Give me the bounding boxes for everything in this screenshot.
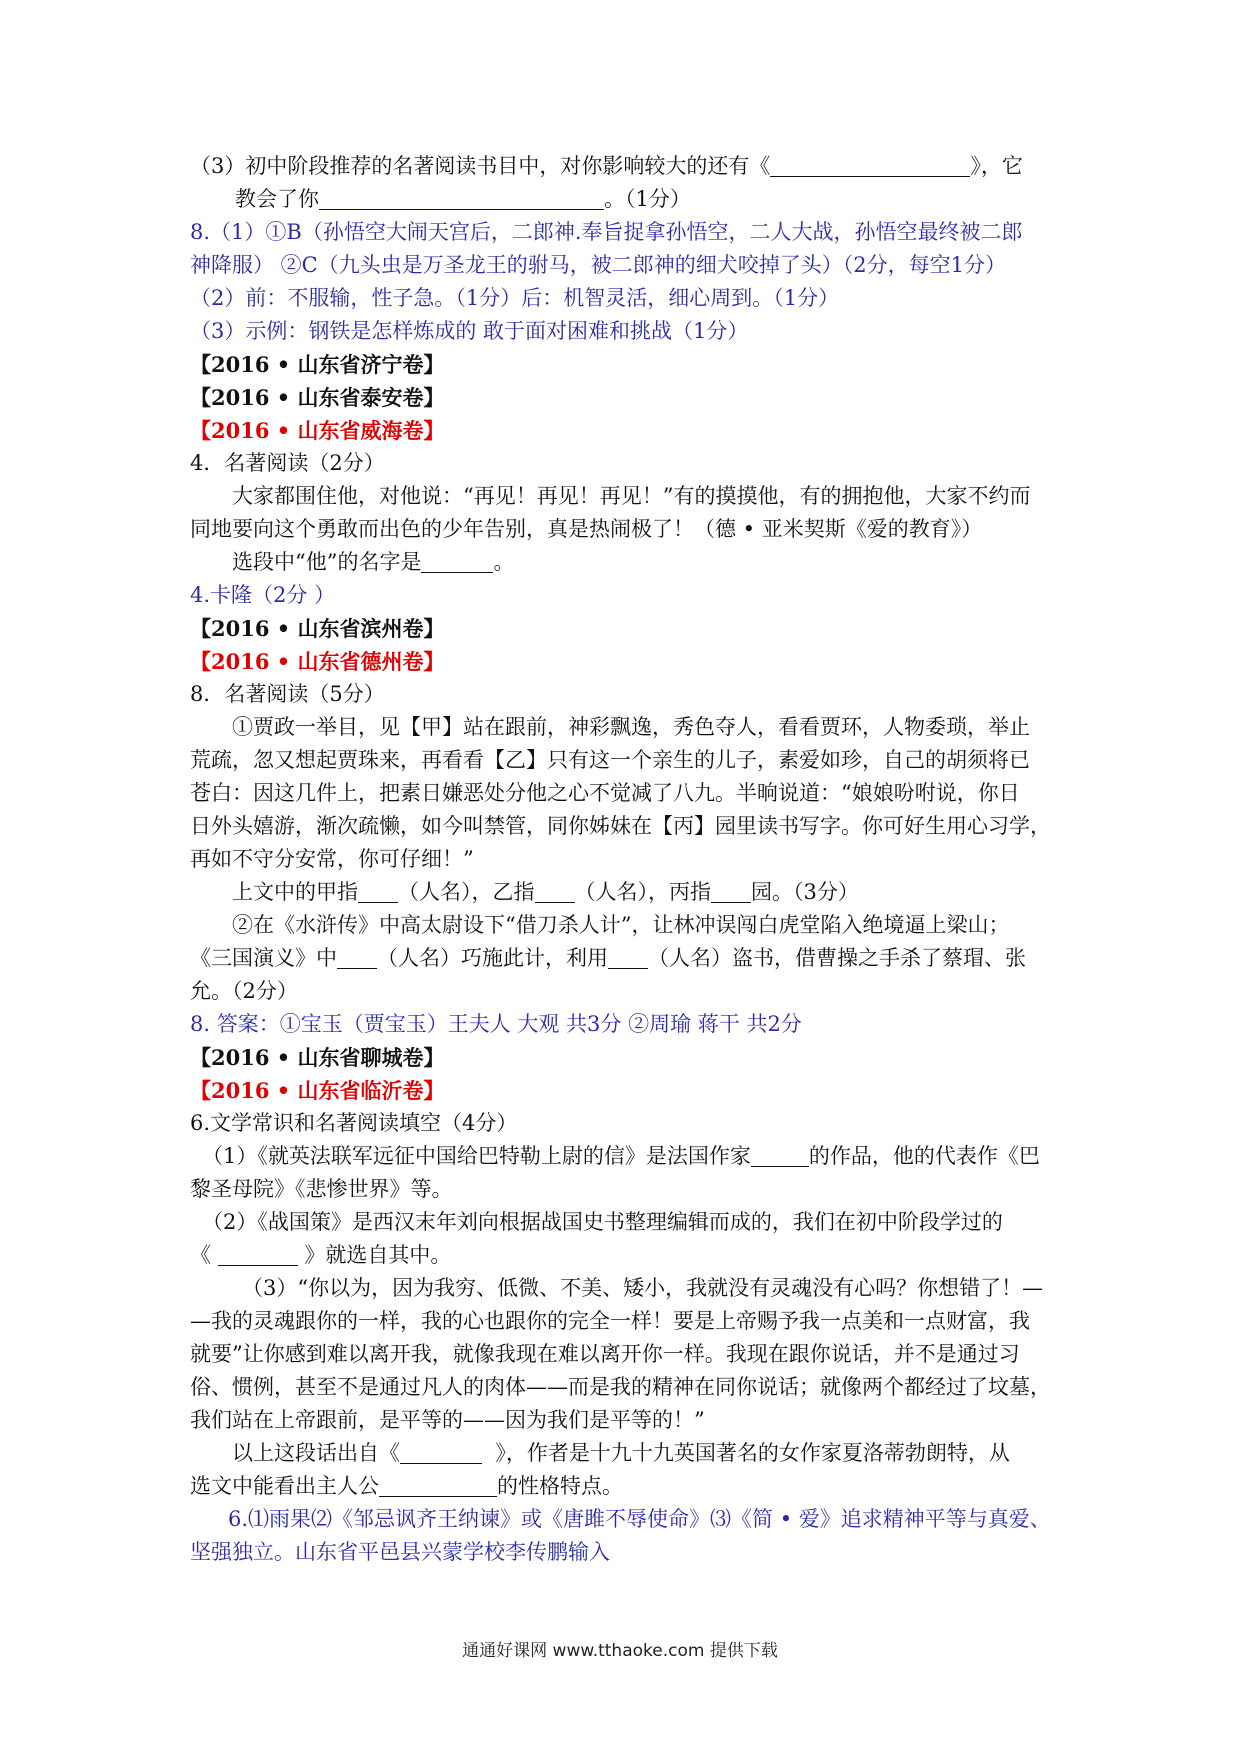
q4-para-2: 同地要向这个勇敢而出色的少年告别，真是热闹极了！（德 • 亚米契斯《爱的教育》） [190, 517, 983, 541]
answer-6-line-2: 坚强独立。山东省平邑县兴蒙学校李传鹏输入 [190, 1540, 610, 1564]
answer-blank [770, 154, 970, 177]
answer-blank [711, 880, 751, 903]
q8-para-6 [190, 876, 1060, 909]
answer-blank [379, 1474, 497, 1497]
text: （人名）盗书，借曹操之手杀了蔡瑁、张 [648, 946, 1026, 970]
q6-para-6: —我的灵魂跟你的一样，我的心也跟你的完全一样！要是上帝赐予我一点美和一点财富，我 [190, 1309, 1030, 1333]
q8-para-8 [190, 942, 1060, 975]
q6-para-5: （3）“你以为，因为我穷、低微、不美、矮小，我就没有灵魂没有心吗？你想错了！— [242, 1276, 1044, 1300]
text: 教会了你 [235, 187, 319, 211]
text: 。（1分） [604, 187, 691, 211]
answer-4: 4.卡隆（2分 ） [190, 583, 336, 607]
text: （人名），乙指 [398, 880, 535, 904]
answer-8-line-1: 8.（1）①B（孙悟空大闹天宫后，二郎神.奉旨捉拿孙悟空，二人大战，孙悟空最终被二郎 [190, 220, 1023, 244]
q6-para-3: （2）《战国策》是西汉末年刘向根据战国史书整理编辑而成的，我们在初中阶段学过的 [202, 1210, 1003, 1234]
answer-blank [319, 187, 604, 210]
q6-para-4 [190, 1239, 1060, 1272]
heading-linyi: 【2016 • 山东省临沂卷】 [190, 1078, 445, 1103]
q6-para-9: 我们站在上帝跟前，是平等的——因为我们是平等的！” [190, 1408, 705, 1432]
q8-title: 8．名著阅读（5分） [190, 682, 385, 706]
answer-8-line-2: 神降服） ②C（九头虫是万圣龙王的驸马，被二郎神的细犬咬掉了头）（2分，每空1分） [190, 253, 1006, 277]
text: 《三国演义》中 [190, 946, 337, 970]
q8-para-5: 再如不守分安常，你可仔细！” [190, 847, 474, 871]
heading-dezhou: 【2016 • 山东省德州卷】 [190, 649, 445, 674]
q6-para-1 [190, 1140, 1060, 1173]
document-body [190, 150, 1060, 1569]
q4-title: 4．名著阅读（2分） [190, 451, 385, 475]
q3-line-1 [190, 150, 1060, 183]
q6-para-10 [190, 1437, 1060, 1470]
answer-blank [337, 946, 377, 969]
q6-title: 6.文学常识和名著阅读填空（4分） [190, 1111, 518, 1135]
answer-blank [358, 880, 398, 903]
q6-para-11 [190, 1470, 1060, 1503]
text: 园。（3分） [751, 880, 859, 904]
text: 选段中“他”的名字是 [232, 550, 422, 574]
q8-para-7: ②在《水浒传》中高太尉设下“借刀杀人计”，让林冲误闯白虎堂陷入绝境逼上梁山； [232, 913, 1010, 937]
heading-liaocheng: 【2016 • 山东省聊城卷】 [190, 1045, 445, 1070]
text: 》，作者是十九十九英国著名的女作家夏洛蒂勃朗特，从 [495, 1441, 1010, 1465]
answer-blank [218, 1243, 298, 1266]
answer-blank [400, 1441, 482, 1464]
answer-blank [421, 550, 493, 573]
q8-para-4: 日外头嬉游，渐次疏懒，如今叫禁管，同你姊妹在【丙】园里读书写字。你可好生用心习学， [190, 814, 1051, 838]
q4-para-3 [190, 546, 1060, 579]
text: 的作品，他的代表作《巴 [808, 1144, 1040, 1168]
answer-blank [751, 1144, 809, 1167]
text: 以上这段话出自《 [232, 1441, 400, 1465]
heading-weihai: 【2016 • 山东省威海卷】 [190, 418, 445, 443]
q8-para-9: 允。（2分） [190, 979, 298, 1003]
answer-blank [608, 946, 648, 969]
text: 》，它 [970, 154, 1023, 178]
text: （人名），丙指 [574, 880, 711, 904]
q3-line-2 [190, 183, 1060, 216]
heading-binzhou: 【2016 • 山东省滨州卷】 [190, 616, 445, 641]
text: 选文中能看出主人公 [190, 1474, 379, 1498]
text: 的性格特点。 [497, 1474, 623, 1498]
heading-taian: 【2016 • 山东省泰安卷】 [190, 385, 445, 410]
text: 。 [493, 550, 515, 574]
text: （人名）巧施此计，利用 [377, 946, 608, 970]
answer-8b: 8. 答案：①宝玉（贾宝玉）王夫人 大观 共3分 ②周瑜 蒋干 共2分 [190, 1012, 802, 1036]
answer-8-line-4: （3）示例：钢铁是怎样炼成的 敢于面对困难和挑战（1分） [190, 319, 749, 343]
text: （3）初中阶段推荐的名著阅读书目中，对你影响较大的还有《 [190, 154, 771, 178]
answer-8-line-3: （2）前：不服输，性子急。（1分）后：机智灵活，细心周到。（1分） [190, 286, 840, 310]
q6-para-8: 俗、惯例，甚至不是通过凡人的肉体——而是我的精神在同你说话；就像两个都经过了坟墓， [190, 1375, 1051, 1399]
heading-jining: 【2016 • 山东省济宁卷】 [190, 352, 445, 377]
text: （1）《就英法联军远征中国给巴特勒上尉的信》是法国作家 [202, 1144, 751, 1168]
text: 》就选自其中。 [304, 1243, 452, 1267]
q6-para-7: 就要”让你感到难以离开我，就像我现在难以离开你一样。我现在跟你说话，并不是通过习 [190, 1342, 1020, 1366]
q8-para-3: 苍白：因这几件上，把素日嫌恶处分他之心不觉减了八九。半晌说道：“娘娘吩咐说，你日 [190, 781, 1020, 805]
text: 上文中的甲指 [232, 880, 358, 904]
q6-para-2: 黎圣母院》《悲惨世界》等。 [190, 1177, 453, 1201]
page-footer: 通通好课网 www.tthaoke.com 提供下载 [462, 1641, 778, 1661]
text: 《 [190, 1243, 211, 1267]
q4-para-1: 大家都围住他，对他说：“再见！再见！再见！”有的摸摸他，有的拥抱他，大家不约而 [232, 484, 1031, 508]
q8-para-2: 荒疏，忽又想起贾珠来，再看看【乙】只有这一个亲生的儿子，素爱如珍，自己的胡须将已 [190, 748, 1030, 772]
q8-para-1: ①贾政一举目，见【甲】站在跟前，神彩飘逸，秀色夺人，看看贾环，人物委琐，举止 [232, 715, 1030, 739]
answer-6-line-1: 6.⑴雨果⑵《邹忌讽齐王纳谏》或《唐雎不辱使命》⑶《简 • 爱》追求精神平等与真爱、 [228, 1507, 1051, 1531]
answer-blank [535, 880, 575, 903]
